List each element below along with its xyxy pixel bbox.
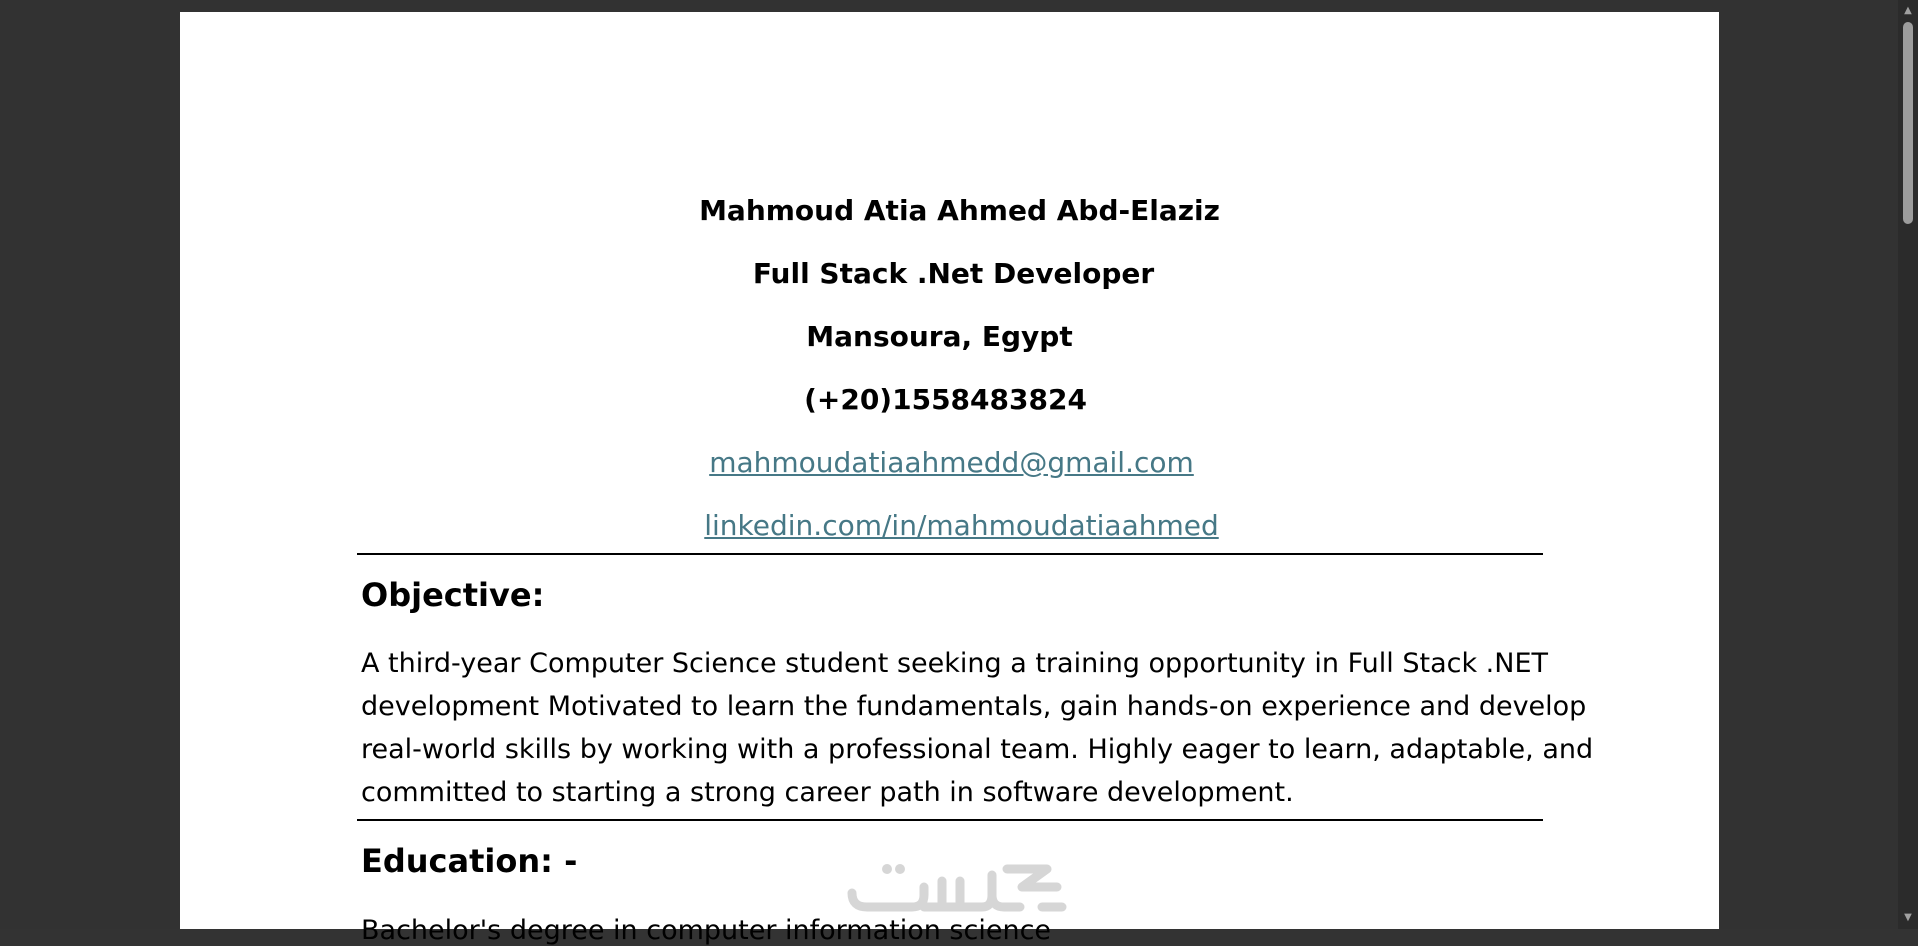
resume-location: Mansoura, Egypt <box>806 320 1073 353</box>
resume-email-link[interactable]: mahmoudatiaahmedd@gmail.com <box>709 446 1194 479</box>
section-divider <box>357 553 1543 555</box>
scrollbar-thumb[interactable] <box>1903 22 1913 224</box>
objective-heading: Objective: <box>361 576 545 614</box>
objective-line: committed to starting a strong career path in software development. <box>361 777 1294 808</box>
education-heading: Education: - <box>361 842 578 880</box>
section-divider <box>357 819 1543 821</box>
objective-line: development Motivated to learn the fundamentals, gain hands-on experience and develop <box>361 691 1587 722</box>
resume-name: Mahmoud Atia Ahmed Abd-Elaziz <box>699 194 1220 227</box>
resume-phone: (+20)1558483824 <box>804 383 1087 416</box>
objective-line: A third-year Computer Science student seeking a training opportunity in Full Stack .NET <box>361 648 1549 679</box>
objective-line: real-world skills by working with a professional team. Highly eager to learn, adaptable, and <box>361 734 1594 765</box>
resume-job-title: Full Stack .Net Developer <box>752 257 1155 290</box>
education-partial-line: Bachelor's degree in computer information science <box>361 915 1052 946</box>
scroll-down-arrow-icon[interactable]: ▼ <box>1904 912 1912 923</box>
scroll-up-arrow-icon[interactable]: ▲ <box>1904 5 1912 16</box>
resume-linkedin-link[interactable]: linkedin.com/in/mahmoudatiaahmed <box>704 509 1219 542</box>
document-page <box>180 12 1719 946</box>
objective-paragraph <box>361 642 1594 814</box>
khamsat-watermark-logo <box>842 855 1072 915</box>
vertical-scrollbar[interactable] <box>1898 0 1918 929</box>
